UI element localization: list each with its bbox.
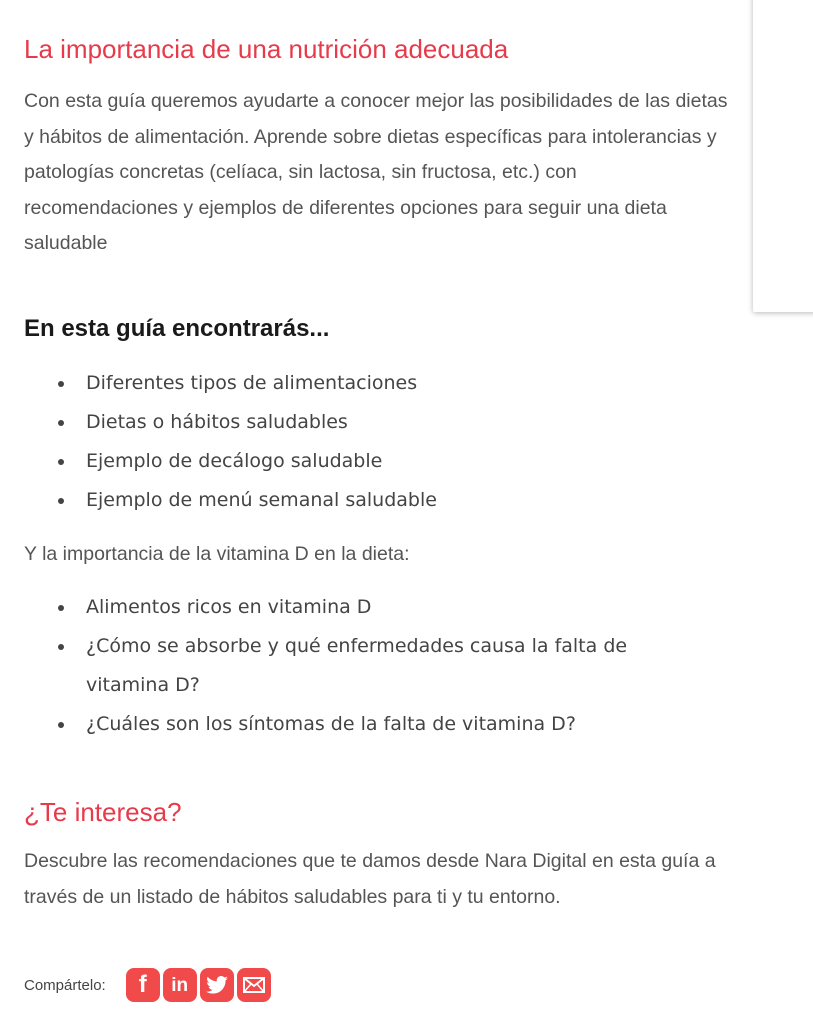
section-title: La importancia de una nutrición adecuada	[24, 34, 509, 64]
list-item: Alimentos ricos en vitamina D	[24, 588, 716, 627]
bullet-icon	[58, 644, 64, 650]
email-icon	[243, 977, 265, 993]
list-item: Ejemplo de menú semanal saludable	[24, 481, 716, 520]
bullet-icon	[58, 605, 64, 611]
bullet-icon	[58, 420, 64, 426]
facebook-icon: f	[138, 971, 147, 998]
facebook-share-button[interactable]	[126, 968, 160, 1002]
list-item: ¿Cuáles son los síntomas de la falta de vitamina D?	[24, 705, 716, 744]
list-item: Dietas o hábitos saludables	[24, 403, 716, 442]
vitamin-list	[24, 588, 716, 744]
list-item: Diferentes tipos de alimentaciones	[24, 364, 716, 403]
list-item: Ejemplo de decálogo saludable	[24, 442, 716, 481]
guide-list	[24, 364, 716, 520]
bullet-icon	[58, 381, 64, 387]
sidebar-card	[753, 0, 813, 312]
twitter-icon	[206, 976, 228, 994]
email-share-button[interactable]	[237, 968, 271, 1002]
share-bar	[24, 965, 274, 1005]
bullet-icon	[58, 459, 64, 465]
list-item: ¿Cómo se absorbe y qué enfermedades causa la falta de vitamina D?	[24, 627, 716, 705]
guide-heading: En esta guía encontrarás...	[24, 315, 330, 342]
share-label: Compártelo:	[24, 976, 106, 994]
linkedin-share-button[interactable]	[163, 968, 197, 1002]
vitamin-intro: Y la importancia de la vitamina D en la dieta:	[24, 543, 410, 565]
bullet-icon	[58, 498, 64, 504]
linkedin-icon: in	[171, 974, 189, 996]
bullet-icon	[58, 722, 64, 728]
interest-title: ¿Te interesa?	[24, 797, 182, 827]
interest-paragraph: Descubre las recomendaciones que te damos desde Nara Digital en esta guía a través de un listado de hábitos saludables para ti y tu entorno.	[24, 850, 716, 908]
intro-paragraph: Con esta guía queremos ayudarte a conocer mejor las posibilidades de las dietas y hábitos de alimentación. Aprende sobre dietas específicas para intolerancias y patologías concretas (celíaca, sin lactosa, sin fructosa, etc.) con recomendaciones y ejemplos de diferentes opciones para seguir una dieta saludable	[24, 90, 728, 254]
twitter-share-button[interactable]	[200, 968, 234, 1002]
